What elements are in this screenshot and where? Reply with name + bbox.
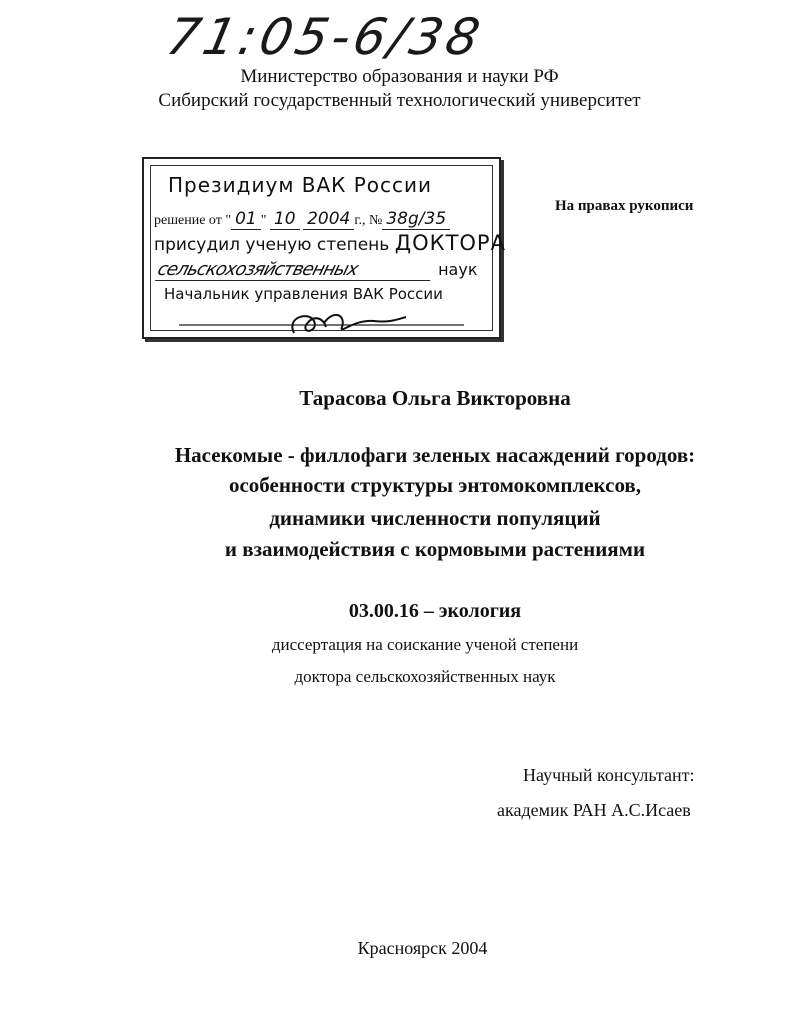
stamp-science-suffix: наук — [438, 260, 478, 279]
stamp-decision-mid: " — [260, 213, 267, 228]
dissertation-title-line: динамики численности популяций — [269, 506, 601, 530]
stamp-decision-prefix: решение от " — [154, 213, 232, 228]
advisor-label: Научный консультант: — [523, 765, 695, 785]
stamp-science-row — [155, 259, 478, 281]
stamp-title: Президиум ВАК России — [168, 173, 433, 197]
archive-number-handwritten: 71:05-6/38 — [161, 8, 489, 66]
rights-note: На правах рукописи — [555, 198, 694, 214]
ministry-heading: Министерство образования и науки РФ — [240, 66, 559, 87]
dissertation-title-line: особенности структуры энтомокомплексов, — [228, 473, 642, 497]
specialty-code: 03.00.16 – экология — [348, 600, 522, 622]
stamp-awarded-degree: ДОКТОРА — [394, 231, 506, 255]
stamp-awarded-prefix: присудил ученую степень — [154, 235, 390, 255]
stamp-decision-year: 2004 — [303, 209, 354, 230]
degree-sought: доктора сельскохозяйственных наук — [294, 667, 556, 686]
stamp-decision-month: 10 — [270, 209, 300, 230]
stamp-head-label: Начальник управления ВАК России — [164, 285, 443, 303]
signature-graphic — [174, 299, 474, 339]
dissertation-title-line: Насекомые - филлофаги зеленых насаждений городов: — [174, 443, 696, 467]
stamp-awarded-row — [154, 231, 506, 255]
stamp-decision-row — [154, 209, 450, 229]
author-name: Тарасова Ольга Викторовна — [299, 386, 571, 410]
dissertation-title-line: и взаимодействия с кормовыми растениями — [224, 537, 646, 561]
stamp-decision-number: 38g/35 — [382, 209, 450, 230]
stamp-decision-year-suffix: г., № — [354, 213, 383, 228]
stamp-decision-day: 01 — [231, 209, 261, 230]
advisor-name: академик РАН А.С.Исаев — [497, 800, 691, 820]
dissertation-purpose: диссертация на соискание ученой степени — [271, 635, 579, 654]
university-heading: Сибирский государственный технологический университет — [158, 90, 641, 111]
city-year: Красноярск 2004 — [357, 938, 488, 958]
stamp-science-field-handwritten: сельскохозяйственных — [155, 259, 436, 281]
vak-approval-stamp — [142, 157, 506, 339]
